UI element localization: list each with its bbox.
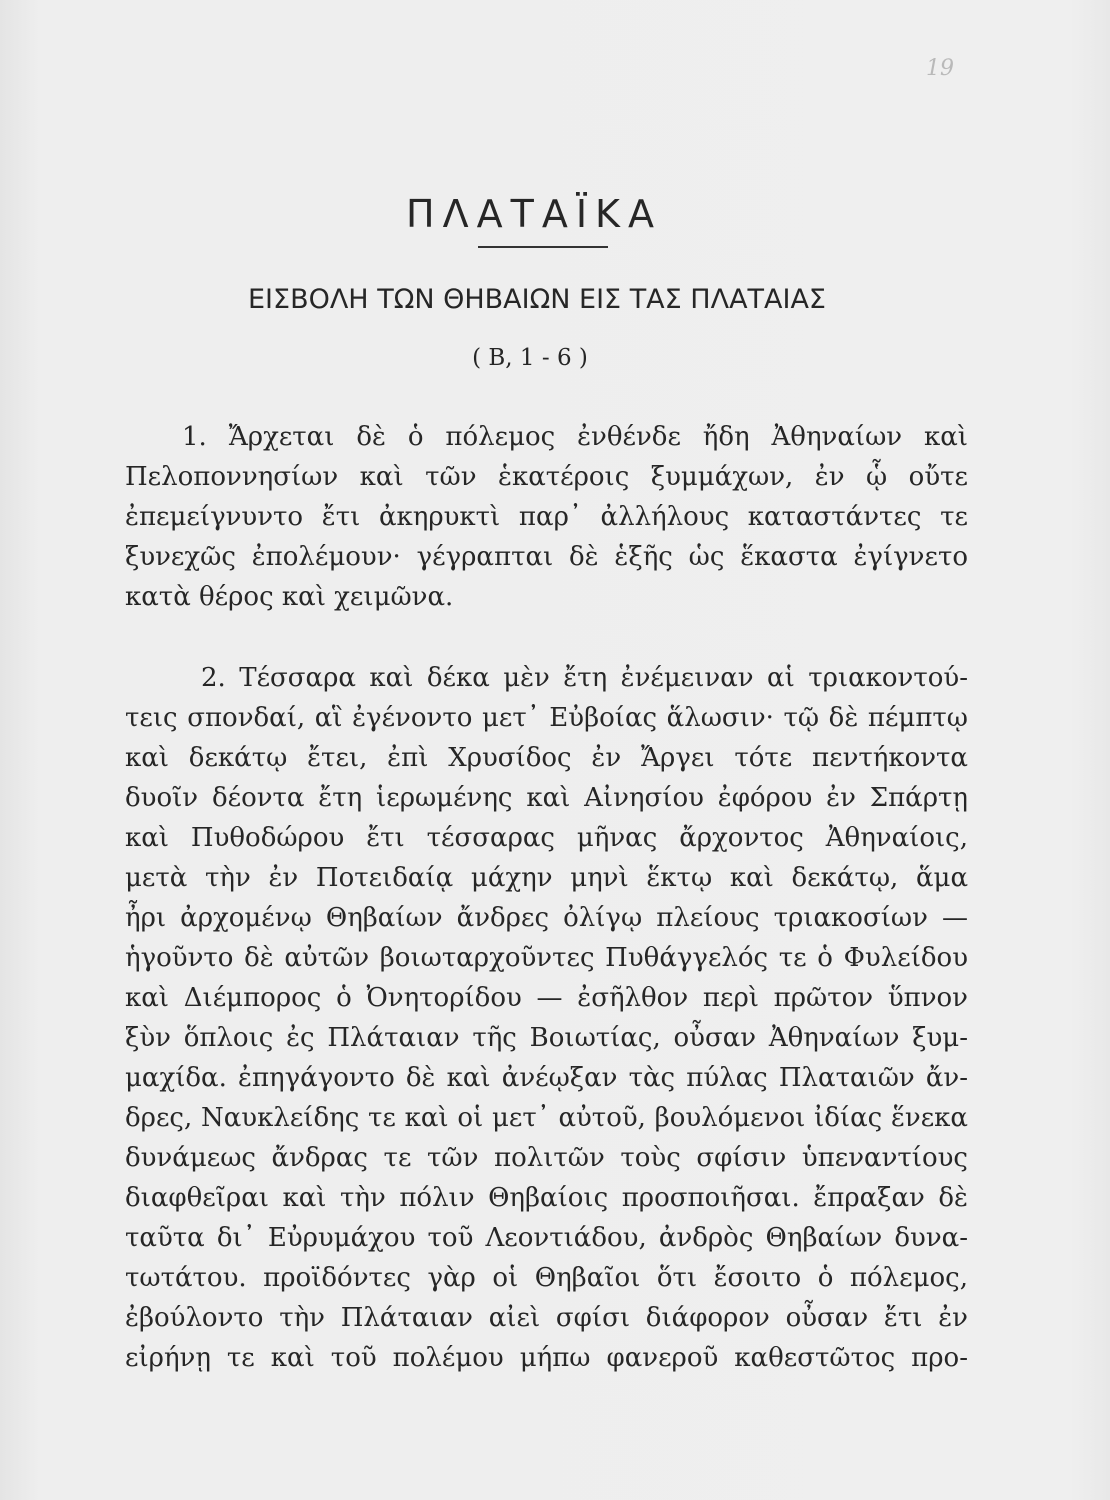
paragraph-2 xyxy=(125,658,968,1378)
text-line: ἡγοῦντο δὲ αὐτῶν βοιωταρχοῦντες Πυθάγγελός τε ὁ Φυλείδου xyxy=(125,943,968,973)
text-line: εἰρήνῃ τε καὶ τοῦ πολέμου μήπω φανεροῦ καθεστῶτος προ- xyxy=(125,1343,968,1373)
text-line: 2. Τέσσαρα καὶ δέκα μὲν ἔτη ἐνέμειναν αἱ τριακοντού- xyxy=(201,663,968,693)
text-line: 1. Ἄρχεται δὲ ὁ πόλεμος ἐνθένδε ἤδη Ἀθηναίων καὶ xyxy=(182,422,968,452)
text-line: ἐβούλοντο τὴν Πλάταιαν αἰεὶ σφίσι διάφορον οὖσαν ἔτι ἐν xyxy=(125,1303,968,1333)
text-line: ξυνεχῶς ἐπολέμουν· γέγραπται δὲ ἑξῆς ὡς ἕκαστα ἐγίγνετο xyxy=(125,542,968,572)
text-line: τωτάτου. προϊδόντες γὰρ οἱ Θηβαῖοι ὅτι ἔσοιτο ὁ πόλεμος, xyxy=(125,1263,968,1293)
page-number: 19 xyxy=(926,56,954,81)
text-line: ξὺν ὅπλοις ἐς Πλάταιαν τῆς Βοιωτίας, οὖσαν Ἀθηναίων ξυμ- xyxy=(125,1023,968,1053)
text-line: ταῦτα δι᾽ Εὐρυμάχου τοῦ Λεοντιάδου, ἀνδρὸς Θηβαίων δυνα- xyxy=(125,1223,968,1253)
title-rule xyxy=(478,246,608,248)
text-line: καὶ Πυθοδώρου ἔτι τέσσαρας μῆνας ἄρχοντος Ἀθηναίοις, xyxy=(125,823,968,853)
text-line: κατὰ θέρος καὶ χειμῶνα. xyxy=(125,582,454,612)
text-line: καὶ Διέμπορος ὁ Ὀνητορίδου — ἐσῆλθον περὶ πρῶτον ὕπνον xyxy=(125,983,968,1013)
text-line: δυνάμεως ἄνδρας τε τῶν πολιτῶν τοὺς σφίσιν ὑπεναντίους xyxy=(125,1143,968,1173)
text-line: διαφθεῖραι καὶ τὴν πόλιν Θηβαίοις προσποιῆσαι. ἔπραξαν δὲ xyxy=(125,1183,968,1213)
text-line: καὶ δεκάτῳ ἔτει, ἐπὶ Χρυσίδος ἐν Ἄργει τότε πεντήκοντα xyxy=(125,743,968,773)
text-line: ἐπεμείγνυντο ἔτι ἀκηρυκτὶ παρ᾽ ἀλλήλους καταστάντες τε xyxy=(125,502,968,532)
paragraph-1 xyxy=(125,417,968,617)
text-line: τεις σπονδαί, αἳ ἐγένοντο μετ᾽ Εὐβοίας ἅλωσιν· τῷ δὲ πέμπτῳ xyxy=(125,703,968,733)
text-line: μαχίδα. ἐπηγάγοντο δὲ καὶ ἀνέῳξαν τὰς πύλας Πλαταιῶν ἄν- xyxy=(125,1063,968,1093)
text-line: δρες, Ναυκλείδης τε καὶ οἱ μετ᾽ αὐτοῦ, βουλόμενοι ἰδίας ἕνεκα xyxy=(125,1103,968,1133)
text-line: δυοῖν δέοντα ἔτη ἱερωμένης καὶ Αἰνησίου ἐφόρου ἐν Σπάρτῃ xyxy=(125,783,968,813)
text-line: μετὰ τὴν ἐν Ποτειδαίᾳ μάχην μηνὶ ἕκτῳ καὶ δεκάτῳ, ἅμα xyxy=(125,863,968,893)
text-line: Πελοποννησίων καὶ τῶν ἑκατέροις ξυμμάχων, ἐν ᾧ οὔτε xyxy=(125,462,968,492)
section-heading: ΕΙΣΒΟΛΗ ΤΩΝ ΘΗΒΑΙΩΝ ΕΙΣ ΤΑΣ ΠΛΑΤΑΙΑΣ xyxy=(247,284,826,315)
chapter-title: ΠΛΑΤΑΪΚΑ xyxy=(406,192,662,236)
source-reference: ( Β, 1 - 6 ) xyxy=(472,345,588,371)
text-line: ἦρι ἀρχομένῳ Θηβαίων ἄνδρες ὀλίγῳ πλείους τριακοσίων — xyxy=(125,903,968,933)
